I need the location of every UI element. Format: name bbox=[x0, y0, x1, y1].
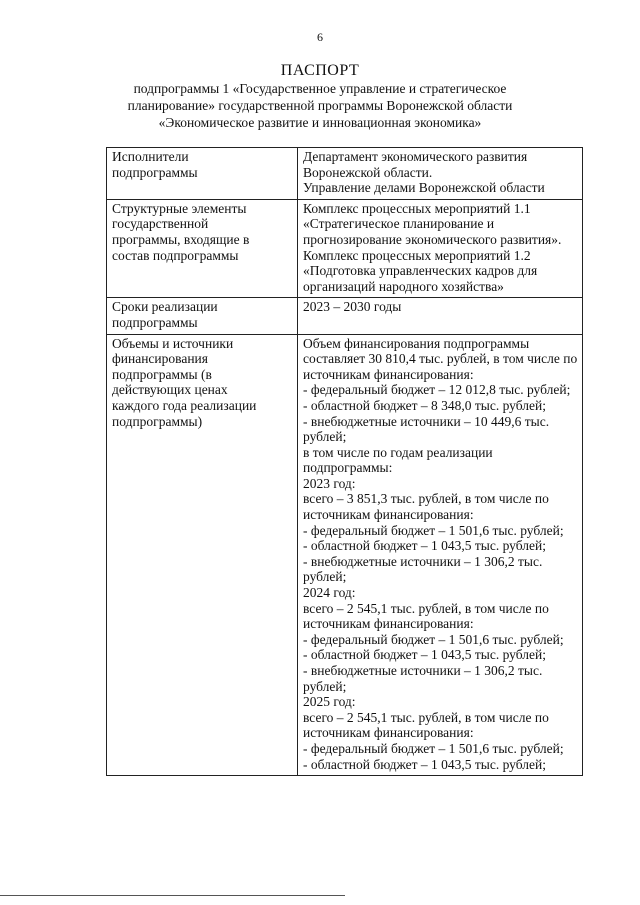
passport-table bbox=[106, 147, 583, 776]
row-value-line: 2025 год: bbox=[303, 694, 356, 710]
document-subtitle bbox=[110, 80, 530, 131]
row-label-line: Объемы и источники bbox=[112, 335, 234, 351]
row-value-line: Объем финансирования подпрограммы bbox=[303, 335, 530, 351]
row-value-line: 2024 год: bbox=[303, 585, 356, 601]
row-value-line: Департамент экономического развития bbox=[303, 149, 528, 164]
row-value-line: - областной бюджет – 1 043,5 тыс. рублей; bbox=[303, 538, 546, 554]
row-value-line: организаций народного хозяйства» bbox=[303, 278, 504, 294]
table-row bbox=[107, 298, 583, 334]
row-value-line: рублей; bbox=[303, 429, 347, 445]
row-value-cell bbox=[298, 148, 583, 200]
row-value-line: Комплекс процессных мероприятий 1.1 bbox=[303, 200, 531, 216]
row-value-cell bbox=[298, 199, 583, 298]
row-value-line: - областной бюджет – 1 043,5 тыс. рублей; bbox=[303, 647, 546, 663]
row-value-line: 2023 год: bbox=[303, 475, 356, 491]
row-label-cell bbox=[107, 148, 298, 200]
row-label-cell bbox=[107, 298, 298, 334]
row-value-line: 2023 – 2030 годы bbox=[303, 299, 402, 315]
row-label-line: подпрограммы bbox=[112, 314, 198, 330]
row-value-line: составляет 30 810,4 тыс. рублей, в том числе по bbox=[303, 351, 578, 367]
row-value-line: всего – 2 545,1 тыс. рублей, в том числе по bbox=[303, 600, 549, 616]
row-value-line: подпрограммы: bbox=[303, 460, 393, 476]
row-value-line: источникам финансирования: bbox=[303, 507, 474, 523]
row-label-line: подпрограммы) bbox=[112, 413, 203, 429]
row-value-line: - внебюджетные источники – 10 449,6 тыс. bbox=[303, 413, 550, 429]
row-value-line: рублей; bbox=[303, 678, 347, 694]
row-value-line: - федеральный бюджет – 1 501,6 тыс. рублей; bbox=[303, 740, 564, 756]
row-value-line: «Стратегическое планирование и bbox=[303, 216, 495, 232]
row-label-line: подпрограммы bbox=[112, 164, 198, 180]
subtitle-line: подпрограммы 1 «Государственное управление и стратегическое bbox=[133, 81, 507, 96]
row-label-line: действующих ценах bbox=[112, 382, 228, 398]
row-value-line: - внебюджетные источники – 1 306,2 тыс. bbox=[303, 663, 543, 678]
row-value-line: источникам финансирования: bbox=[303, 725, 474, 741]
row-value-line: источникам финансирования: bbox=[303, 366, 474, 382]
document-title: ПАСПОРТ bbox=[280, 62, 360, 79]
subtitle-line: планирование» государственной программы Воронежской области bbox=[127, 98, 513, 113]
table-row bbox=[107, 334, 583, 776]
row-value-line: Воронежской области. bbox=[303, 164, 433, 180]
row-label-cell bbox=[107, 334, 298, 776]
row-label-line: Структурные элементы bbox=[112, 200, 247, 216]
row-value-line: - федеральный бюджет – 1 501,6 тыс. рублей; bbox=[303, 522, 564, 538]
row-value-line: всего – 2 545,1 тыс. рублей, в том числе по bbox=[303, 709, 549, 725]
row-value-cell bbox=[298, 298, 583, 334]
row-value-line: источникам финансирования: bbox=[303, 616, 474, 632]
row-value-line: - федеральный бюджет – 12 012,8 тыс. рублей; bbox=[303, 382, 571, 398]
row-value-line: прогнозирование экономического развития». bbox=[303, 231, 562, 247]
row-value-line: - внебюджетные источники – 1 306,2 тыс. bbox=[303, 553, 543, 569]
row-label-line: состав подпрограммы bbox=[112, 247, 239, 263]
row-label-cell bbox=[107, 199, 298, 298]
row-label-line: Сроки реализации bbox=[112, 299, 218, 315]
passport-table-body bbox=[107, 148, 583, 776]
row-value-line: рублей; bbox=[303, 569, 347, 585]
row-label-line: финансирования bbox=[112, 351, 208, 367]
page-number: 6 bbox=[317, 30, 323, 44]
row-label-line: подпрограммы (в bbox=[112, 366, 212, 382]
table-row bbox=[107, 199, 583, 298]
row-value-line: «Подготовка управленческих кадров для bbox=[303, 263, 538, 279]
row-value-line: Управление делами Воронежской области bbox=[303, 180, 545, 196]
subtitle-line: «Экономическое развитие и инновационная экономика» bbox=[158, 115, 482, 130]
row-value-line: - областной бюджет – 8 348,0 тыс. рублей; bbox=[303, 397, 546, 413]
row-value-line: - федеральный бюджет – 1 501,6 тыс. рублей; bbox=[303, 631, 564, 647]
row-value-line: - областной бюджет – 1 043,5 тыс. рублей; bbox=[303, 756, 546, 772]
row-value-line: всего – 3 851,3 тыс. рублей, в том числе по bbox=[303, 491, 549, 507]
row-label-line: государственной bbox=[112, 216, 209, 232]
row-label-line: программы, входящие в bbox=[112, 231, 250, 247]
row-label-line: Исполнители bbox=[112, 149, 189, 164]
row-value-line: в том числе по годам реализации bbox=[303, 444, 493, 460]
row-value-cell bbox=[298, 334, 583, 776]
row-label-line: каждого года реализации bbox=[112, 397, 257, 413]
table-row bbox=[107, 148, 583, 200]
footer-divider bbox=[0, 895, 345, 896]
row-value-line: Комплекс процессных мероприятий 1.2 bbox=[303, 247, 531, 263]
